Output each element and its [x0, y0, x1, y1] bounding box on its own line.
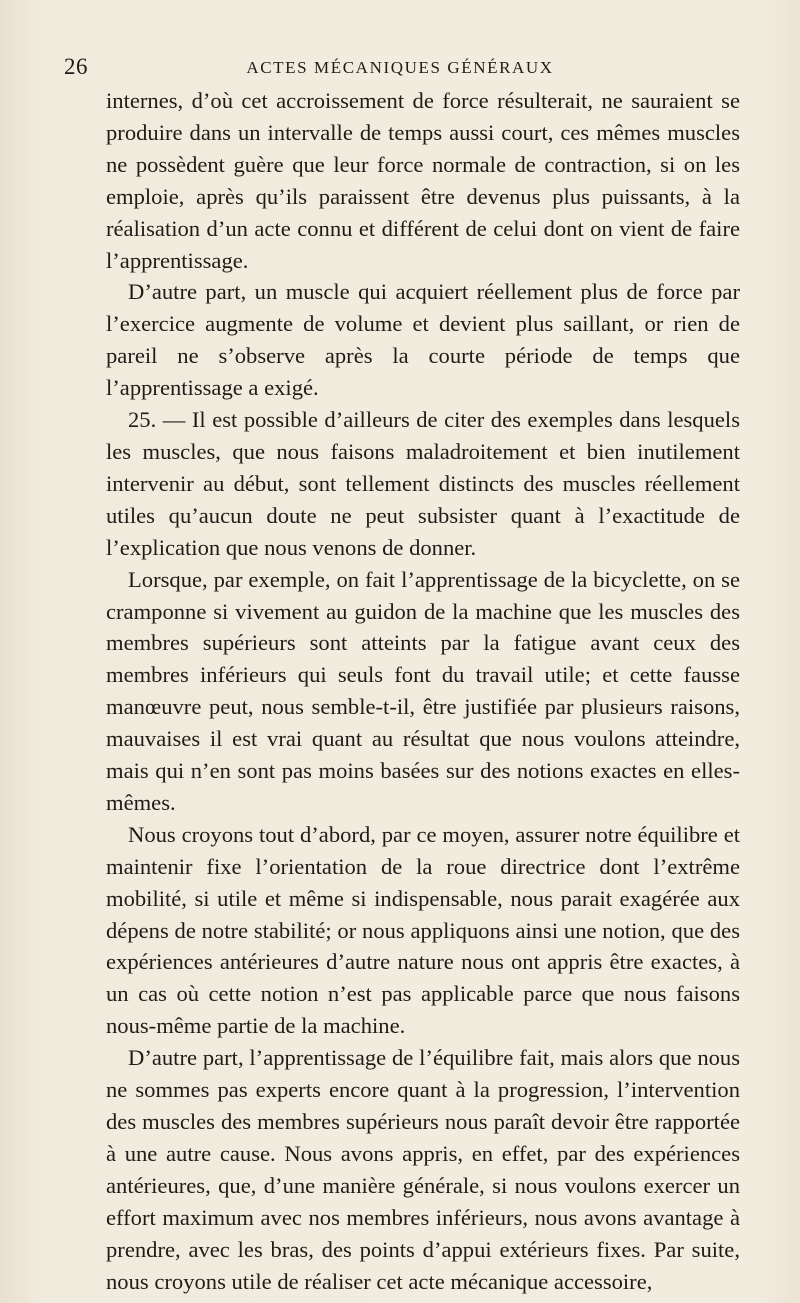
paragraph-progression: D’autre part, l’apprentissage de l’équilibre fait, mais alors que nous ne sommes pas experts encore quant à la progression, l’intervention des muscles des membres supérieurs nous paraît devoir être rapportée à une autre cause. Nous avons appris, en effet, par des expériences antérieures, que, d’une manière générale, si nous voulons exercer un effort maximum avec nos membres inférieurs, nous avons avantage à prendre, avec les bras, des points d’appui extérieurs fixes. Par suite, nous croyons utile de réaliser cet acte mécanique accessoire, [106, 1045, 740, 1294]
paragraph-equilibrium-belief: Nous croyons tout d’abord, par ce moyen, assurer notre équilibre et maintenir fixe l’orientation de la roue directrice dont l’extrême mobilité, si utile et même si indispensable, nous parait exagérée aux dépens de notre stabilité; or nous appliquons ainsi une notion, que des expériences antérieures d’autre nature nous ont appris être exactes, à un cas où cette notion n’est pas applicable parce que nous faisons nous-même partie de la machine. [106, 821, 740, 1039]
paragraph-continuation: internes, d’où cet accroissement de force résulterait, ne sauraient se produire dans un intervalle de temps aussi court, ces mêmes muscles ne possèdent guère que leur force normale de contraction, si on les emploie, après qu’ils paraissent être devenus plus puissants, à la réalisation d’un acte connu et différent de celui dont on vient de faire l’apprentissage. [106, 88, 740, 273]
page-header [0, 54, 800, 84]
page-number: 26 [64, 54, 88, 79]
running-title: ACTES MÉCANIQUES GÉNÉRAUX [246, 58, 554, 77]
paragraph-section-25: 25. — Il est possible d’ailleurs de citer des exemples dans lesquels les muscles, que nous faisons maladroitement et bien inutilement intervenir au début, sont tellement distincts des muscles réellement utiles qu’aucun doute ne peut subsister quant à l’exactitude de l’explication que nous venons de donner. [106, 407, 740, 560]
body-text [106, 85, 740, 1297]
paragraph-bicycle-example: Lorsque, par exemple, on fait l’apprentissage de la bicyclette, on se cramponne si vivement au guidon de la machine que les muscles des membres supérieurs sont atteints par la fatigue avant ceux des membres inférieurs qui seuls font du travail utile; et cette fausse manœuvre peut, nous semble-t-il, être justifiée par plusieurs raisons, mauvaises il est vrai quant au résultat que nous voulons atteindre, mais qui n’en sont pas moins basées sur des notions exactes en elles-mêmes. [106, 566, 740, 815]
paragraph-muscle-volume: D’autre part, un muscle qui acquiert réellement plus de force par l’exercice augmente de volume et devient plus saillant, or rien de pareil ne s’observe après la courte période de temps que l’apprentissage a exigé. [106, 279, 740, 401]
